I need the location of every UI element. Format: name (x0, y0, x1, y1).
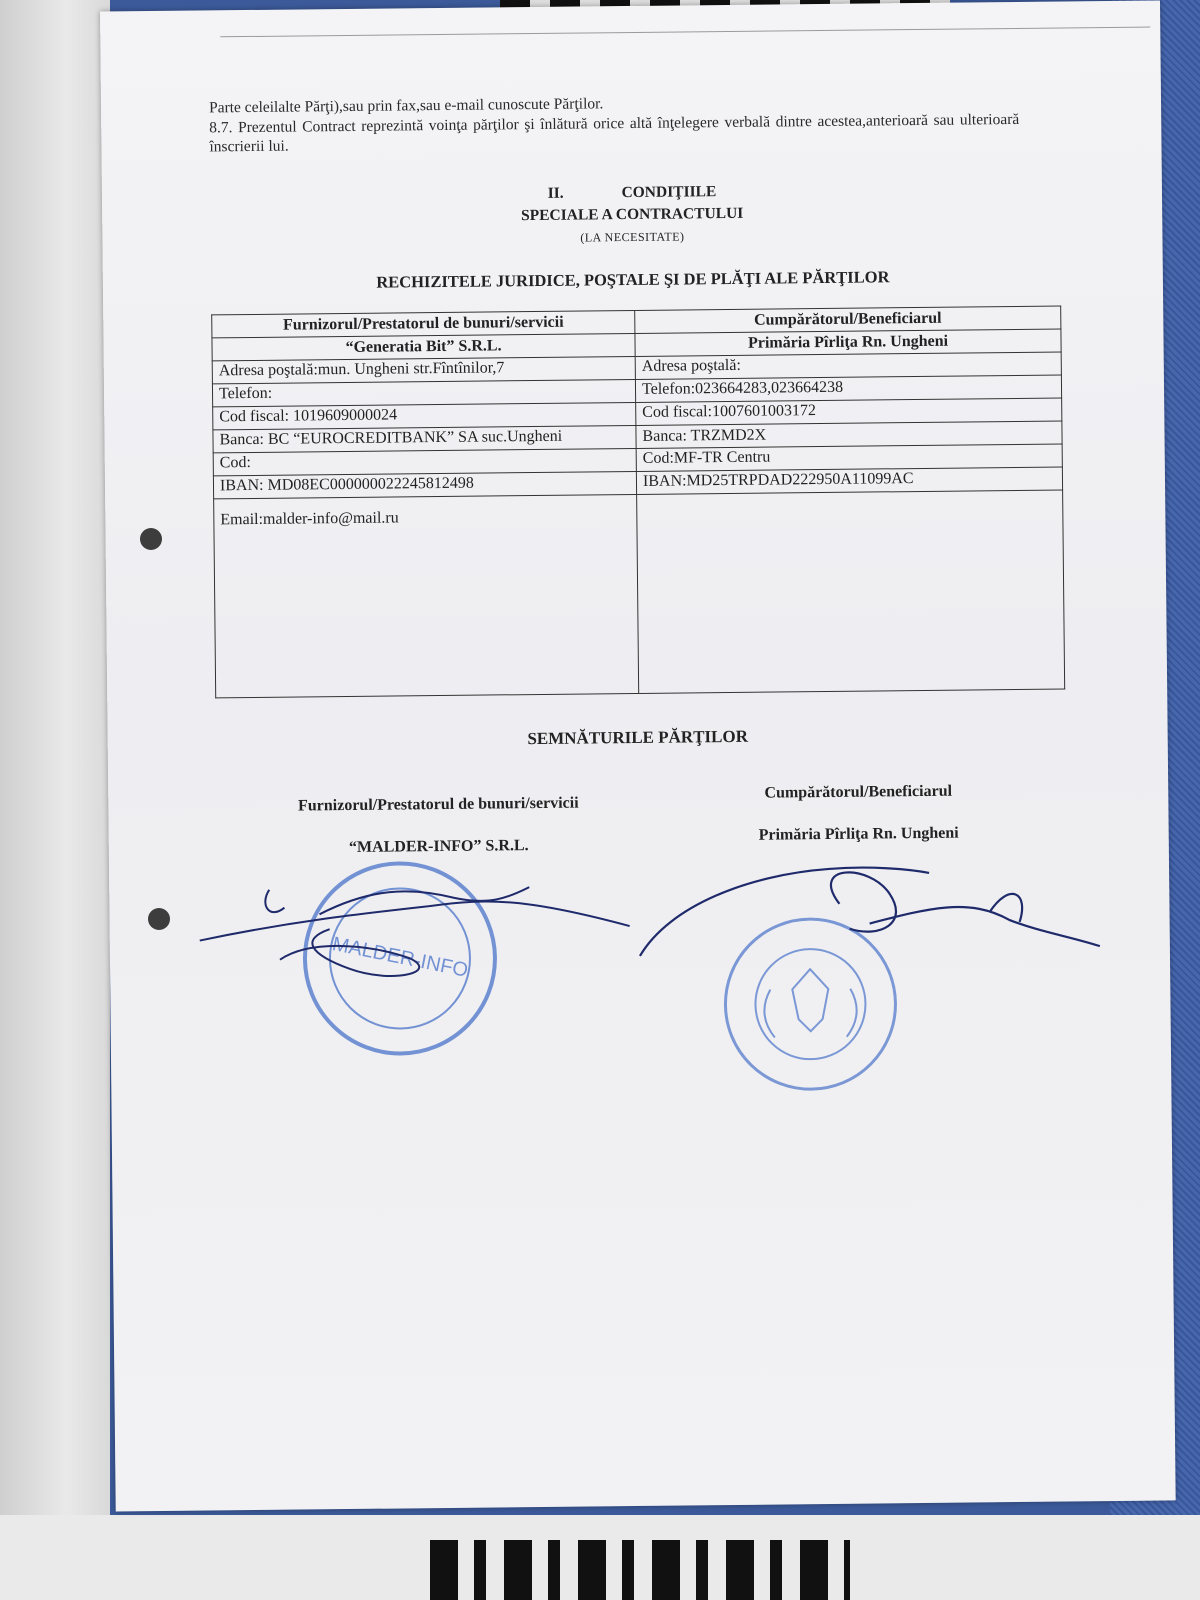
right-stamp (725, 918, 897, 1090)
left-signature-stroke (199, 886, 630, 978)
left-bank: Banca: BC “EUROCREDITBANK” SA suc.Ungheni (213, 425, 636, 452)
right-address: Adresa poştală: (635, 352, 1061, 379)
requisites-table (211, 306, 1065, 699)
right-signature-stroke (639, 865, 1100, 956)
right-phone: Telefon:023664283,023664238 (635, 375, 1061, 402)
left-header: Furnizorul/Prestatorul de bunuri/servicii (212, 310, 635, 337)
section-number: II. (547, 184, 564, 202)
left-code: Cod: (213, 448, 636, 475)
table-row (214, 490, 1065, 698)
right-signatory-role: Cumpărătorul/Beneficiarul (764, 782, 953, 802)
right-fiscal-code: Cod fiscal:1007601003172 (636, 398, 1062, 425)
punch-hole (148, 908, 170, 930)
left-signatory-name: “MALDER-INFO” S.R.L. (348, 837, 529, 856)
right-header: Cumpărătorul/Beneficiarul (635, 306, 1061, 333)
document-page (100, 0, 1176, 1511)
section-note: (LA NECESITATE) (580, 229, 685, 245)
left-email: Email:malder-info@mail.ru (214, 494, 639, 697)
bottom-barcode-pattern (430, 1540, 850, 1600)
right-signatory-name: Primăria Pîrliţa Rn. Ungheni (758, 824, 959, 844)
right-code: Cod:MF-TR Centru (636, 444, 1062, 471)
right-iban: IBAN:MD25TRPDAD222950A11099AC (636, 467, 1062, 494)
desk-background-left (0, 0, 110, 1600)
left-company-name: “Generatia Bit” S.R.L. (212, 333, 635, 360)
right-company-name: Primăria Pîrliţa Rn. Ungheni (635, 329, 1061, 356)
punch-hole (140, 528, 162, 550)
left-phone: Telefon: (212, 379, 635, 406)
left-signatory-role: Furnizorul/Prestatorul de bunuri/servicii (297, 794, 579, 815)
left-fiscal-code: Cod fiscal: 1019609000024 (213, 402, 636, 429)
right-bank: Banca: TRZMD2X (636, 421, 1062, 448)
right-empty-cell (637, 490, 1065, 693)
clause-8-7: 8.7. Prezentul Contract reprezintă voinţa părţilor şi înlătură orice altă înţelegere verbală dintre acestea,anterioară sau ulterioară înscrierii lui. (209, 110, 1020, 156)
requisites-title: RECHIZITELE JURIDICE, POŞTALE ŞI DE PLĂŢI ALE PĂRŢILOR (376, 267, 890, 292)
page-top-rule (220, 27, 1150, 38)
section-title-1: CONDIŢIILE (621, 183, 717, 202)
left-address: Adresa poştală:mun. Ungheni str.Fîntînilor,7 (212, 356, 635, 383)
clause-fragment: Parte celeilalte Părţi),sau prin fax,sau e-mail cunoscute Părţilor. (208, 95, 604, 117)
coat-of-arms-icon (792, 969, 829, 1031)
left-iban: IBAN: MD08EC000000022245812498 (213, 471, 636, 498)
section-title-2: SPECIALE A CONTRACTULUI (520, 204, 744, 225)
left-stamp (304, 862, 496, 1054)
left-stamp-text: MALDER-INFO (330, 933, 470, 982)
signatures-title: SEMNĂTURILE PĂRŢILOR (527, 726, 749, 749)
